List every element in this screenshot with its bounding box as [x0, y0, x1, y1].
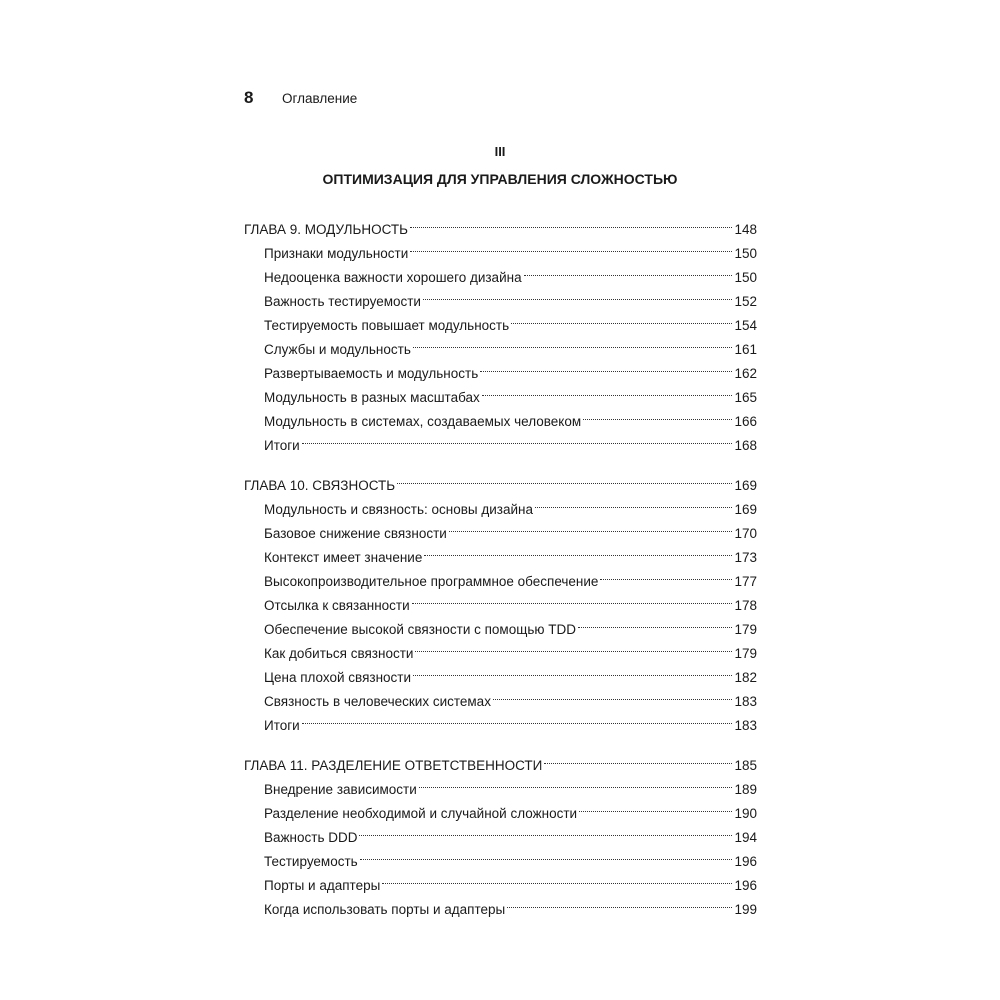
dot-leader — [578, 610, 732, 634]
dot-leader — [382, 866, 732, 890]
page-ref: 179 — [734, 622, 757, 637]
page-ref: 166 — [734, 414, 757, 429]
section-title: Итоги — [264, 438, 300, 453]
dot-leader — [360, 842, 733, 866]
chapter-title: ГЛАВА 9. МОДУЛЬНОСТЬ — [244, 222, 408, 237]
part-heading — [244, 143, 756, 189]
page-ref: 154 — [734, 318, 757, 333]
page-ref: 161 — [734, 342, 757, 357]
section-title: Цена плохой связности — [264, 670, 412, 685]
page-ref: 173 — [734, 550, 757, 565]
page-ref: 165 — [734, 390, 757, 405]
page-ref: 199 — [734, 902, 757, 917]
dot-leader — [302, 426, 733, 450]
toc-chapter-row — [244, 210, 757, 237]
dot-leader — [493, 682, 733, 706]
section-title: Отсылка к связанности — [264, 598, 410, 613]
dot-leader — [412, 586, 733, 610]
toc-chapter-row — [244, 746, 757, 773]
page-ref: 170 — [734, 526, 757, 541]
section-title: Важность тестируемости — [264, 294, 421, 309]
section-title: Тестируемость — [264, 854, 358, 869]
dot-leader — [423, 282, 733, 306]
dot-leader — [413, 330, 733, 354]
page-ref: 182 — [734, 670, 757, 685]
dot-leader — [419, 770, 733, 794]
section-title: Как добиться связности — [264, 646, 414, 661]
page-ref: 168 — [734, 438, 757, 453]
dot-leader — [579, 794, 732, 818]
dot-leader — [600, 562, 732, 586]
section-title: Признаки модульности — [264, 246, 409, 261]
section-title: Недооценка важности хорошего дизайна — [264, 270, 522, 285]
running-title: Оглавление — [282, 91, 358, 106]
dot-leader — [359, 818, 732, 842]
page-number: 8 — [244, 88, 254, 107]
section-title: Связность в человеческих системах — [264, 694, 491, 709]
dot-leader — [410, 234, 732, 258]
dot-leader — [482, 378, 733, 402]
dot-leader — [544, 746, 732, 770]
page-ref: 148 — [734, 222, 757, 237]
chapter-title: ГЛАВА 10. СВЯЗНОСТЬ — [244, 478, 396, 493]
page-ref: 189 — [734, 782, 757, 797]
page-ref: 152 — [734, 294, 757, 309]
dot-leader — [583, 402, 732, 426]
dot-leader — [397, 466, 732, 490]
page-header — [244, 88, 357, 108]
dot-leader — [511, 306, 732, 330]
dot-leader — [535, 490, 732, 514]
section-title: Важность DDD — [264, 830, 358, 845]
chapter-block — [244, 466, 757, 733]
section-title: Контекст имеет значение — [264, 550, 423, 565]
toc-section-row — [244, 426, 757, 453]
dot-leader — [449, 514, 733, 538]
dot-leader — [413, 658, 732, 682]
toc-chapter-row — [244, 466, 757, 493]
section-title: Модульность в разных масштабах — [264, 390, 480, 405]
page-ref: 150 — [734, 270, 757, 285]
section-title: Высокопроизводительное программное обеспечение — [264, 574, 599, 589]
page-ref: 178 — [734, 598, 757, 613]
page-ref: 196 — [734, 878, 757, 893]
section-title: Службы и модульность — [264, 342, 411, 357]
section-title: Модульность в системах, создаваемых человеком — [264, 414, 582, 429]
section-title: Разделение необходимой и случайной сложности — [264, 806, 578, 821]
page-ref: 177 — [734, 574, 757, 589]
page-ref: 185 — [734, 758, 757, 773]
section-title: Внедрение зависимости — [264, 782, 417, 797]
toc-section-row — [244, 706, 757, 733]
part-number: III — [494, 144, 506, 159]
part-title: ОПТИМИЗАЦИЯ ДЛЯ УПРАВЛЕНИЯ СЛОЖНОСТЬЮ — [322, 171, 678, 187]
chapter-block — [244, 210, 757, 453]
section-title: Модульность и связность: основы дизайна — [264, 502, 533, 517]
page-ref: 183 — [734, 694, 757, 709]
section-title: Итоги — [264, 718, 300, 733]
section-title: Порты и адаптеры — [264, 878, 381, 893]
dot-leader — [410, 210, 732, 234]
dot-leader — [424, 538, 732, 562]
page-ref: 162 — [734, 366, 757, 381]
page-ref: 196 — [734, 854, 757, 869]
chapter-title: ГЛАВА 11. РАЗДЕЛЕНИЕ ОТВЕТСТВЕННОСТИ — [244, 758, 543, 773]
dot-leader — [415, 634, 732, 658]
table-of-contents — [244, 210, 757, 930]
dot-leader — [507, 890, 732, 914]
page-ref: 190 — [734, 806, 757, 821]
section-title: Обеспечение высокой связности с помощью TDD — [264, 622, 576, 637]
page-ref: 169 — [734, 478, 757, 493]
chapter-block — [244, 746, 757, 917]
page-ref: 169 — [734, 502, 757, 517]
section-title: Тестируемость повышает модульность — [264, 318, 510, 333]
section-title: Базовое снижение связности — [264, 526, 447, 541]
dot-leader — [480, 354, 732, 378]
dot-leader — [302, 706, 733, 730]
dot-leader — [524, 258, 733, 282]
page-ref: 179 — [734, 646, 757, 661]
page-ref: 150 — [734, 246, 757, 261]
page-ref: 194 — [734, 830, 757, 845]
page-ref: 183 — [734, 718, 757, 733]
section-title: Развертываемость и модульность — [264, 366, 479, 381]
section-title: Когда использовать порты и адаптеры — [264, 902, 506, 917]
